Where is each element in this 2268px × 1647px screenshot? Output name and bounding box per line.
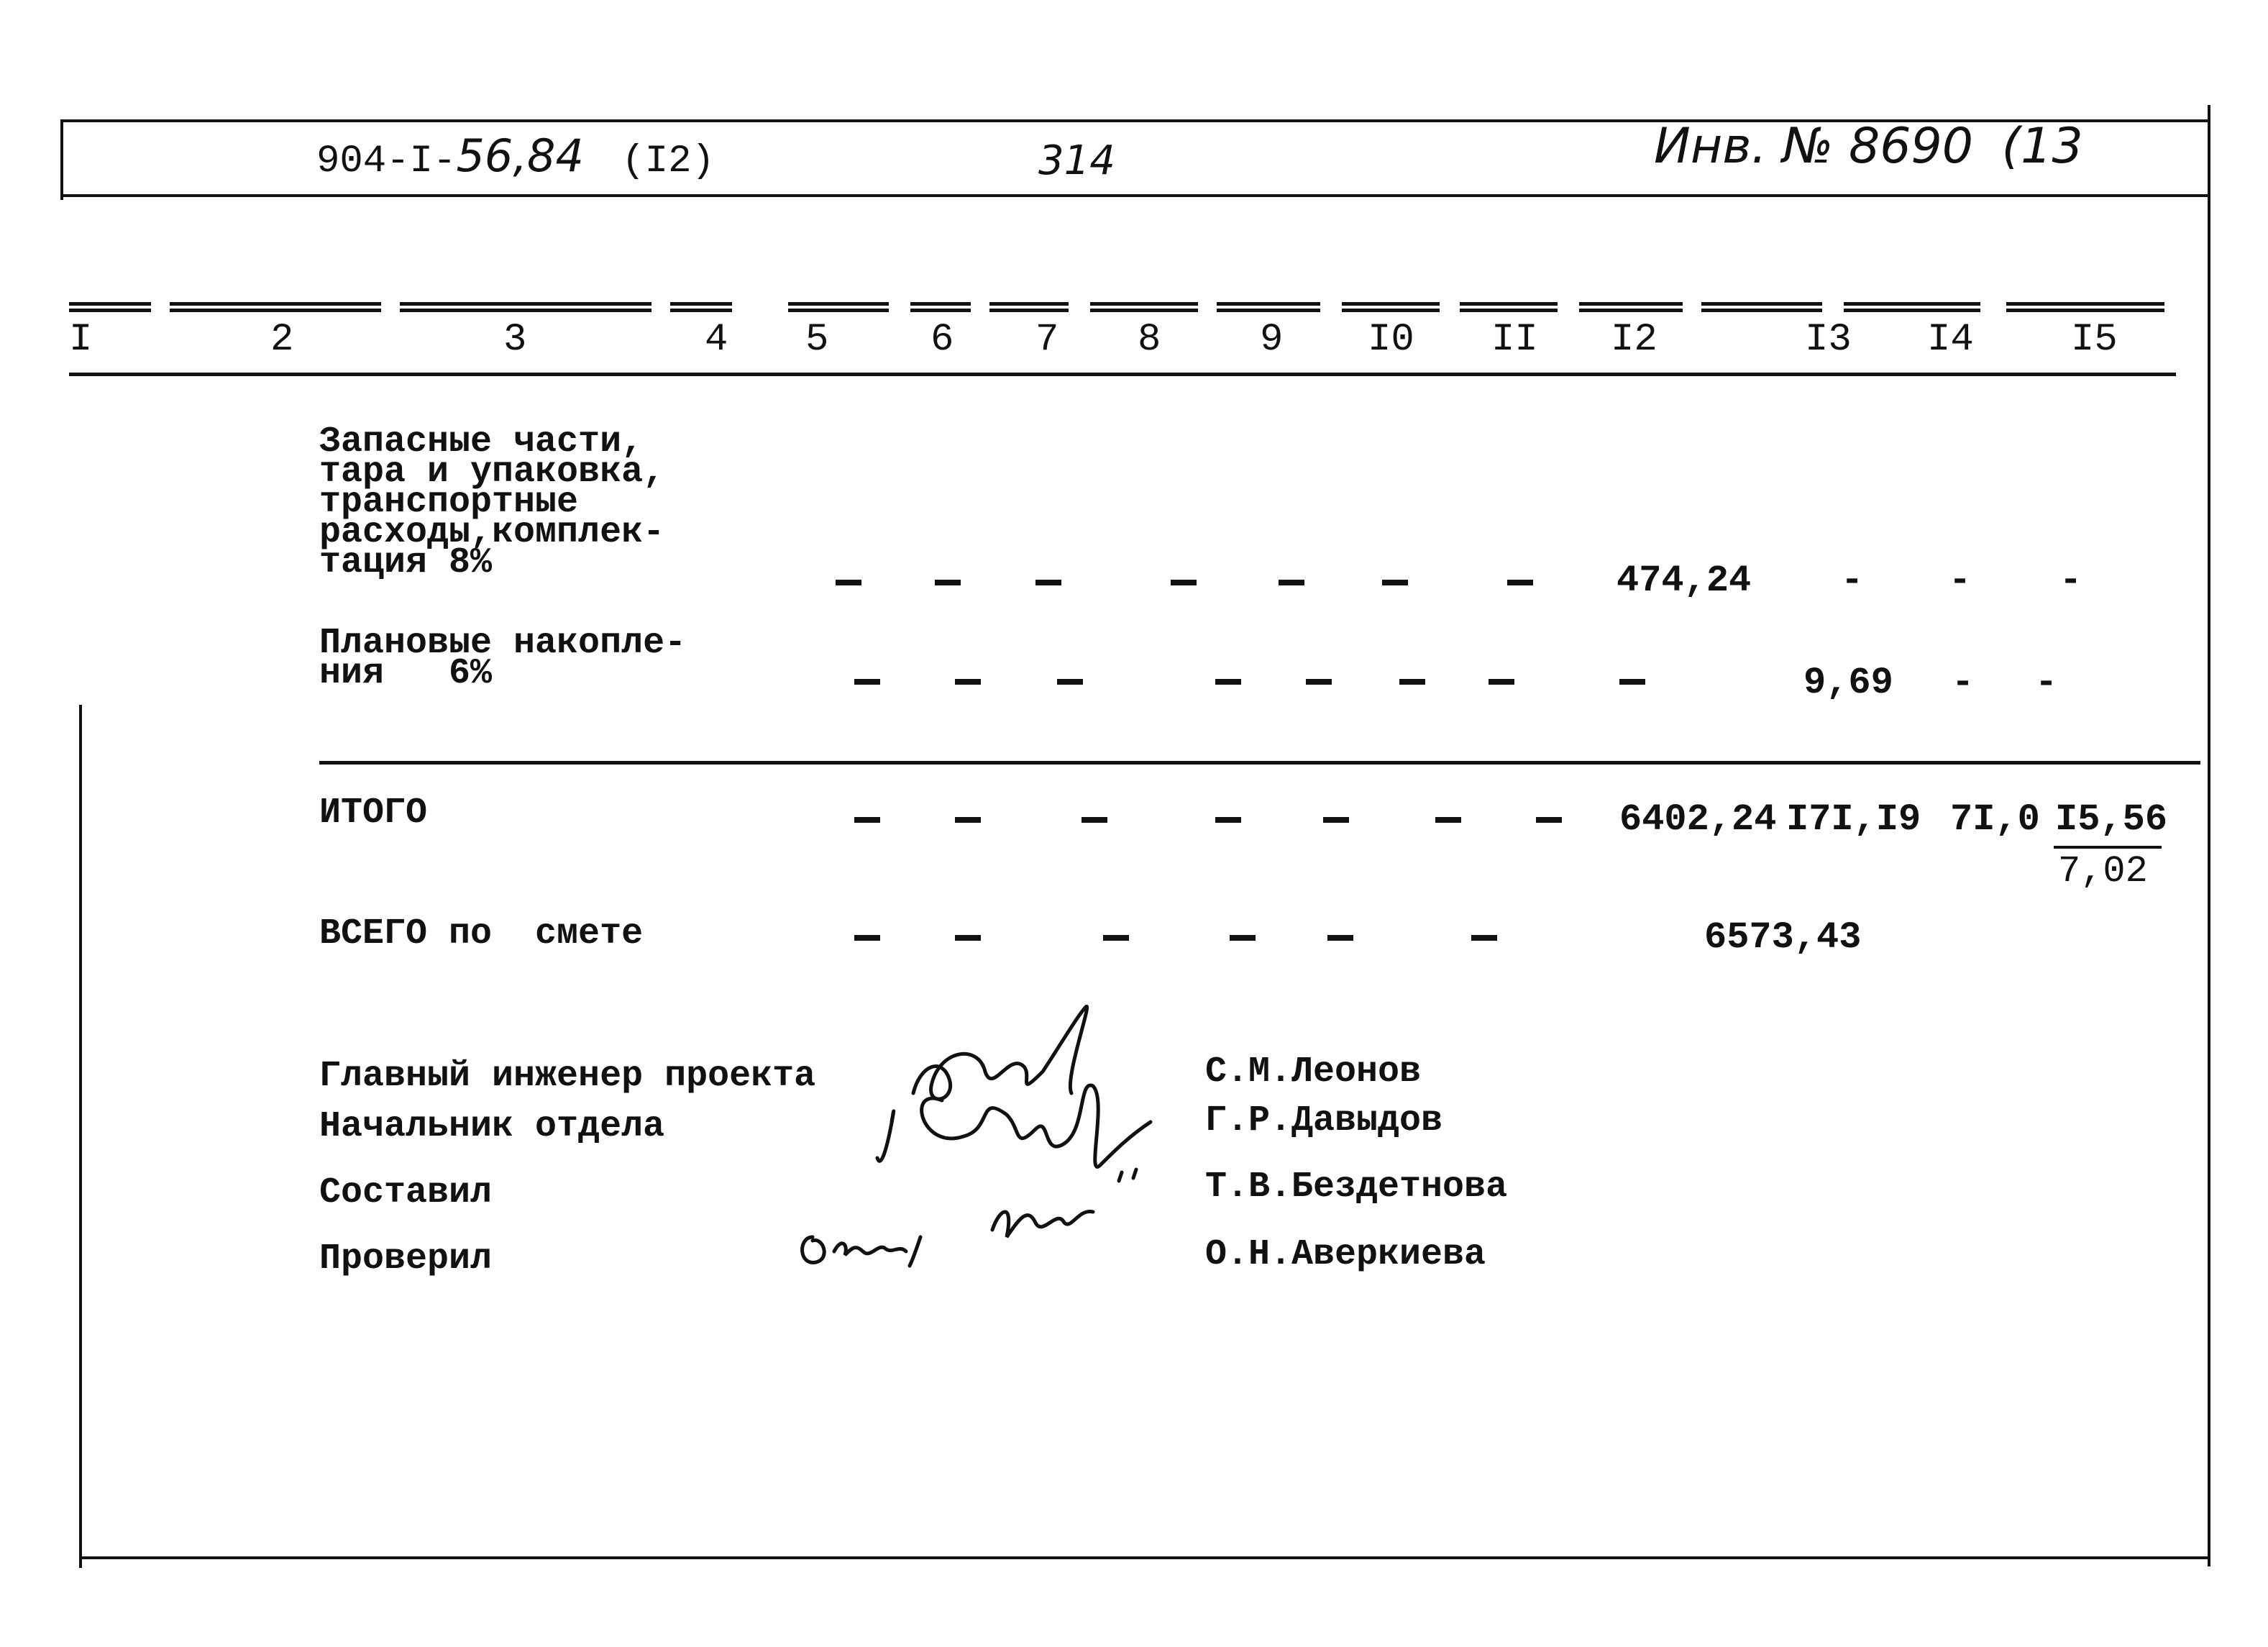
- empty-cell-dash: [1215, 679, 1241, 685]
- empty-cell-dash: [1279, 580, 1304, 585]
- empty-cell-dash: [836, 580, 861, 585]
- column-double-rule: [1701, 302, 1822, 312]
- empty-cell-dash: [1399, 679, 1425, 685]
- empty-cell-dash: [1230, 935, 1256, 941]
- value-dash: -: [2059, 560, 2082, 602]
- column-number: 7: [1035, 318, 1059, 362]
- empty-cell-dash: [1382, 580, 1408, 585]
- row3-col14-value: 7I,0: [1950, 798, 2040, 841]
- empty-cell-dash: [1103, 935, 1129, 941]
- empty-cell-dash: [1435, 817, 1461, 823]
- value-dash: -: [1949, 560, 1972, 602]
- empty-cell-dash: [1035, 580, 1061, 585]
- signature-davydov-scribble: [877, 1085, 1151, 1167]
- column-header-bottom-line: [69, 373, 2176, 376]
- doc-code-handwritten: 56,84: [456, 129, 584, 182]
- value-dash: -: [1841, 560, 1864, 602]
- signature-name-leonov: С.М.Леонов: [1205, 1051, 1422, 1092]
- empty-cell-dash: [1171, 580, 1197, 585]
- empty-cell-dash: [854, 679, 880, 685]
- column-number: I3: [1805, 318, 1852, 362]
- column-number: 4: [705, 318, 728, 362]
- column-number: 2: [270, 318, 294, 362]
- empty-cell-dash: [854, 935, 880, 941]
- inventory-suffix: (13: [2001, 118, 2083, 175]
- empty-cell-dash: [1082, 817, 1107, 823]
- column-number: 3: [503, 318, 527, 362]
- column-double-rule: [910, 302, 971, 312]
- column-double-rule: [1217, 302, 1320, 312]
- sheet-number: (I2): [621, 140, 715, 183]
- row3-col15-below-value: 7,02: [2058, 850, 2148, 893]
- column-double-rule: [788, 302, 889, 312]
- column-number: 9: [1260, 318, 1284, 362]
- frame-right-line: [2208, 105, 2210, 1566]
- empty-cell-dash: [1215, 817, 1241, 823]
- empty-cell-dash: [1489, 679, 1514, 685]
- column-number: I5: [2071, 318, 2118, 362]
- empty-cell-dash: [1536, 817, 1562, 823]
- row-description-subtotal: ИТОГО: [319, 793, 428, 834]
- column-double-rule: [170, 302, 381, 312]
- column-number: 6: [930, 318, 954, 362]
- handwritten-signature-averkieva-graphic: [791, 1208, 935, 1280]
- row3-col13-value: I7I,I9: [1786, 798, 1921, 841]
- frame-bottom-line: [79, 1556, 2208, 1559]
- column-number: I2: [1611, 318, 1657, 362]
- empty-cell-dash: [955, 679, 981, 685]
- column-double-rule: [989, 302, 1069, 312]
- signature-role-head-of-department: Начальник отдела: [319, 1106, 665, 1147]
- empty-cell-dash: [1619, 679, 1645, 685]
- row3-col12-value: 6402,24: [1619, 798, 1777, 841]
- inventory-number: [1654, 118, 2083, 175]
- column-double-rule: [1090, 302, 1198, 312]
- signature-leonov-scribble: [913, 1006, 1087, 1099]
- column-double-rule: [1460, 302, 1558, 312]
- row1-col12-value: 474,24: [1617, 560, 1752, 602]
- column-double-rule: [400, 302, 651, 312]
- column-double-rule: [670, 302, 732, 312]
- column-double-rule: [69, 302, 151, 312]
- doc-code: [316, 129, 715, 183]
- signature-role-compiled-by: Составил: [319, 1172, 493, 1213]
- inventory-label: Инв. № 8690: [1654, 118, 1974, 175]
- column-number: I4: [1927, 318, 1974, 362]
- column-double-rule: [1844, 302, 1980, 312]
- empty-cell-dash: [854, 817, 880, 823]
- column-number: I: [69, 318, 93, 362]
- empty-cell-dash: [1057, 679, 1083, 685]
- column-number: II: [1491, 318, 1538, 362]
- doc-code-printed: 904-I-: [316, 140, 457, 183]
- empty-cell-dash: [935, 580, 961, 585]
- empty-cell-dash: [1327, 935, 1353, 941]
- row-description-planned-savings: Плановые накопле- ния 6%: [319, 623, 687, 694]
- column-double-rule: [2006, 302, 2164, 312]
- empty-cell-dash: [1306, 679, 1332, 685]
- empty-cell-dash: [955, 817, 981, 823]
- signature-name-bezdetnova: Т.В.Бездетнова: [1205, 1167, 1508, 1208]
- header-separator-line: [60, 194, 2210, 197]
- empty-cell-dash: [1323, 817, 1349, 823]
- signature-name-davydov: Г.Р.Давыдов: [1205, 1100, 1443, 1141]
- grand-total-value: 6573,43: [1704, 916, 1862, 959]
- column-double-rule: [1342, 302, 1440, 312]
- empty-cell-dash: [955, 935, 981, 941]
- empty-cell-dash: [1507, 580, 1533, 585]
- column-number: 8: [1138, 318, 1161, 362]
- column-number: I0: [1368, 318, 1414, 362]
- value-dash: -: [1952, 662, 1975, 704]
- row-description-spare-parts: Запасные части, тара и упаковка, транспортные расходы,комплек- тация 8%: [319, 421, 665, 583]
- column-double-rule: [1579, 302, 1683, 312]
- signature-bezdetnova-scribble: [992, 1169, 1136, 1237]
- subtotal-separator-line: [319, 761, 2200, 765]
- frame-left-line-lower: [79, 705, 82, 1568]
- signature-name-averkieva: О.Н.Аверкиева: [1205, 1234, 1486, 1275]
- row-description-total: ВСЕГО по смете: [319, 913, 644, 954]
- empty-cell-dash: [1471, 935, 1497, 941]
- row3-col15-fraction-line: [2054, 846, 2162, 849]
- signature-role-chief-engineer: Главный инженер проекта: [319, 1056, 816, 1097]
- signature-role-checked-by: Проверил: [319, 1238, 493, 1279]
- frame-left-line: [60, 121, 63, 200]
- value-dash: -: [2035, 662, 2058, 704]
- column-number: 5: [805, 318, 829, 362]
- page-number: 314: [1038, 137, 1115, 184]
- row2-col13-value: 9,69: [1803, 662, 1893, 704]
- row3-col15-value: I5,56: [2055, 798, 2168, 841]
